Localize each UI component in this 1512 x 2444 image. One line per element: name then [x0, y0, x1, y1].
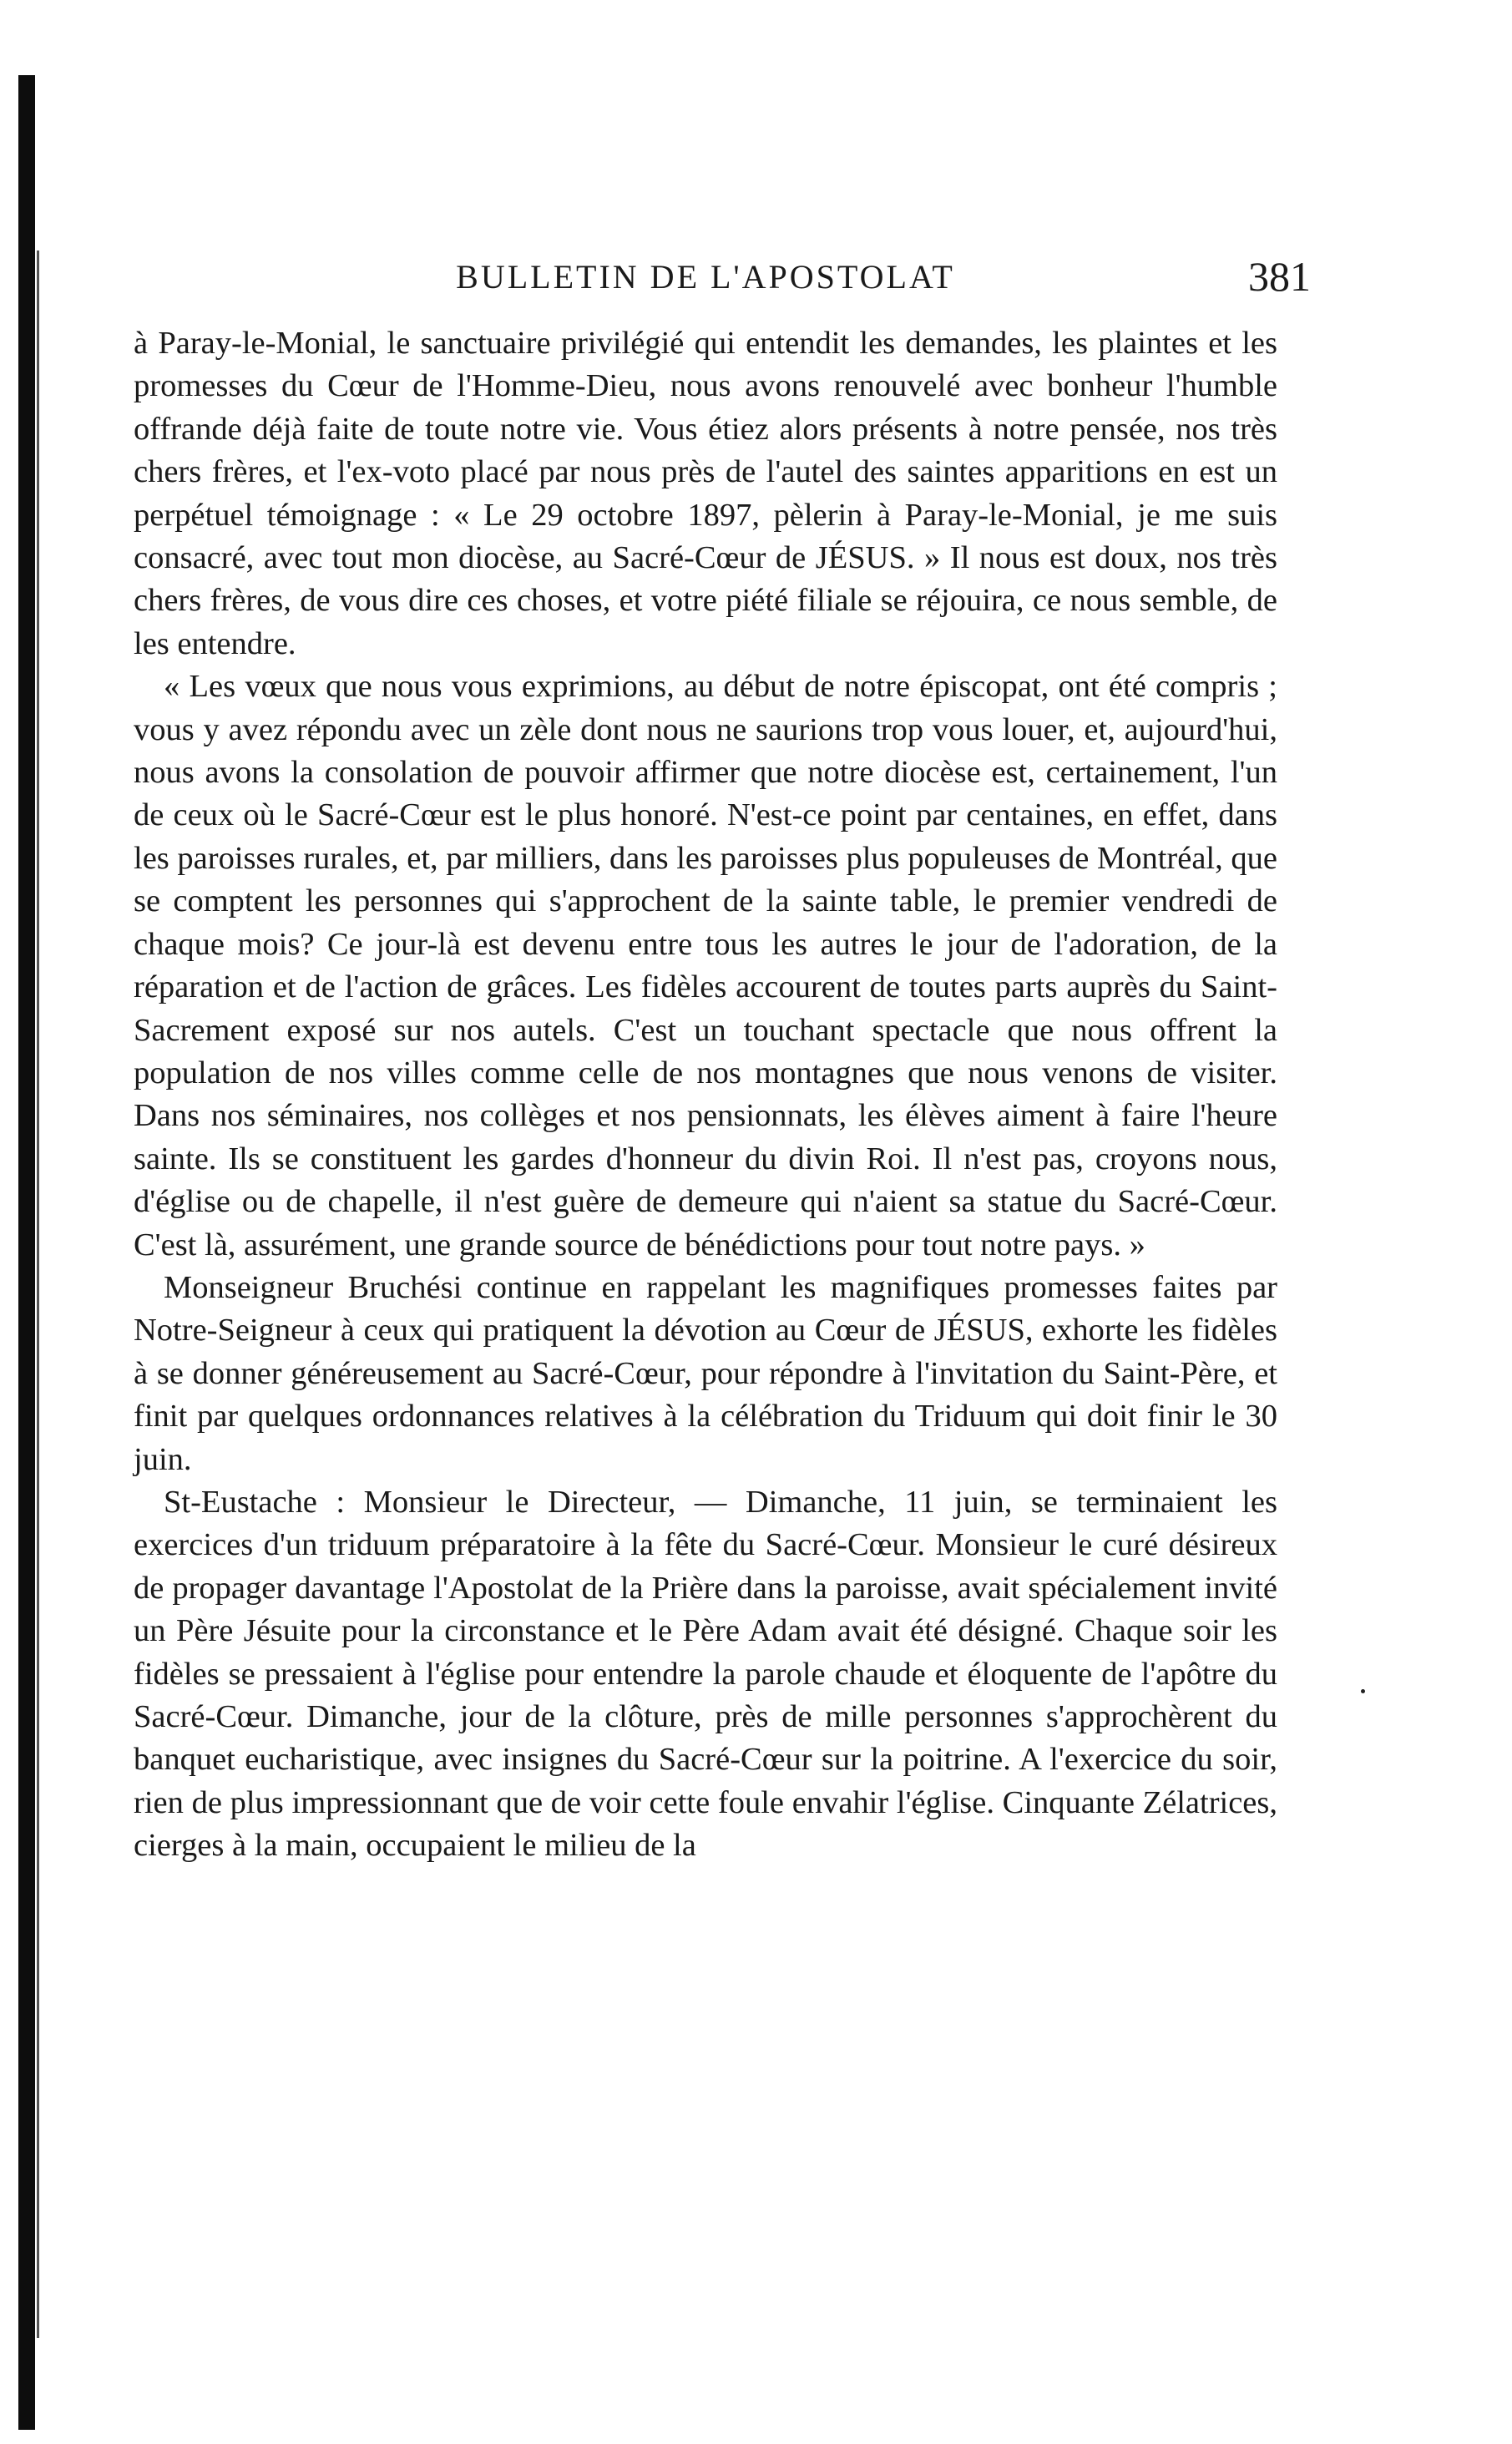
body-text	[134, 322, 1277, 1868]
binding-shadow	[37, 250, 39, 2338]
running-head: BULLETIN DE L'APOSTOLAT	[456, 258, 955, 296]
paragraph-2: « Les vœux que nous vous exprimions, au début de notre épiscopat, ont été compris ; vous y avez répondu avec un zèle dont nous ne saurions trop vous louer, et, aujourd'hui, nous avons la consolation de pouvoir affirmer que notre diocèse est, certainement, l'un de ceux où le Sacré-Cœur est le plus honoré. N'est-ce point par centaines, en effet, dans les paroisses rurales, et, par milliers, dans les paroisses plus populeuses de Montréal, que se comptent les personnes qui s'approchent de la sainte table, le premier vendredi de chaque mois? Ce jour-là est devenu entre tous les autres le jour de l'adoration, de la réparation et de l'action de grâces. Les fidèles accourent de toutes parts auprès du Saint-Sacrement exposé sur nos autels. C'est un touchant spectacle que nous offrent la population de nos villes comme celle de nos montagnes que nous venons de visiter. Dans nos séminaires, nos collèges et nos pensionnats, les élèves aiment à faire l'heure sainte. Ils se constituent les gardes d'honneur du divin Roi. Il n'est pas, croyons nous, d'église ou de chapelle, il n'est guère de demeure qui n'aient sa statue du Sacré-Cœur. C'est là, assurément, une grande source de bénédictions pour tout notre pays. »	[134, 669, 1277, 1262]
paragraph-1: à Paray-le-Monial, le sanctuaire privilégié qui entendit les demandes, les plaintes et les promesses du Cœur de l'Homme-Dieu, nous avons renouvelé avec bonheur l'humble offrande déjà faite de toute notre vie. Vous étiez alors présents à notre pensée, nos très chers frères, et l'ex-voto placé par nous près de l'autel des saintes apparitions en est un perpétuel témoignage : « Le 29 octobre 1897, pèlerin à Paray-le-Monial, je me suis consacré, avec tout mon diocèse, au Sacré-Cœur de JÉSUS. » Il nous est doux, nos très chers frères, de vous dire ces choses, et votre piété filiale se réjouira, ce nous semble, de les entendre.	[134, 326, 1277, 661]
ink-speck	[1361, 1689, 1365, 1693]
book-page	[134, 250, 1311, 1868]
binding-edge	[18, 75, 35, 2430]
paragraph-4: St-Eustache : Monsieur le Directeur, — Dimanche, 11 juin, se terminaient les exercices d'un triduum préparatoire à la fête du Sacré-Cœur. Monsieur le curé désireux de propager davantage l'Apostolat de la Prière dans la paroisse, avait spécialement invité un Père Jésuite pour la circonstance et le Père Adam avait été désigné. Chaque soir les fidèles se pressaient à l'église pour entendre la parole chaude et éloquente de l'apôtre du Sacré-Cœur. Dimanche, jour de la clôture, près de mille personnes s'approchèrent du banquet eucharistique, avec insignes du Sacré-Cœur sur la poitrine. A l'exercice du soir, rien de plus impressionnant que de voir cette foule envahir l'église. Cinquante Zélatrices, cierges à la main, occupaient le milieu de la	[134, 1484, 1277, 1864]
page-header	[134, 250, 1311, 317]
paragraph-3: Monseigneur Bruchési continue en rappelant les magnifiques promesses faites par Notre-Seigneur à ceux qui pratiquent la dévotion au Cœur de JÉSUS, exhorte les fidèles à se donner généreusement au Sacré-Cœur, pour répondre à l'invitation du Saint-Père, et finit par quelques ordonnances relatives à la célébration du Triduum qui doit finir le 30 juin.	[134, 1269, 1277, 1477]
page-number: 381	[1248, 253, 1311, 300]
